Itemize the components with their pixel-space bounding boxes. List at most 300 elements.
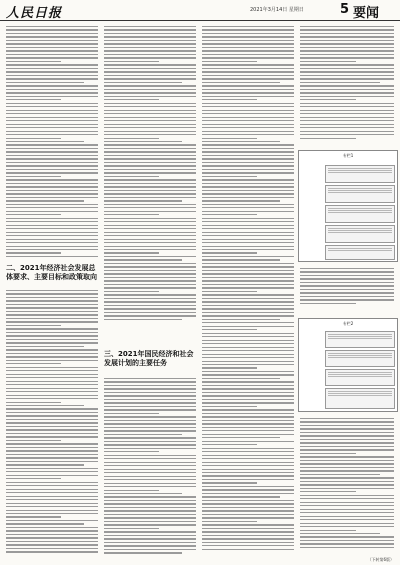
body-text-line (300, 99, 356, 100)
body-text-line (6, 200, 84, 201)
body-text-line (104, 141, 182, 142)
body-text-line (104, 469, 196, 470)
body-text-line (300, 432, 394, 433)
body-text-line (6, 377, 98, 378)
body-text-line (104, 71, 196, 72)
body-text-line (104, 183, 196, 184)
body-text-line (202, 47, 294, 48)
body-text-line (202, 33, 294, 34)
body-text-line (6, 510, 98, 511)
body-text-line (104, 68, 196, 69)
body-text-line (104, 493, 182, 494)
body-text-line (6, 186, 98, 187)
body-text-line (300, 516, 394, 517)
body-text-line (202, 120, 294, 121)
body-text-line (104, 239, 196, 240)
body-text-line (104, 312, 196, 313)
body-text-line (6, 293, 98, 294)
body-text-line (104, 479, 196, 480)
body-text-line (6, 57, 98, 58)
body-text-line (202, 441, 294, 442)
body-text-line (6, 478, 61, 479)
body-text-line (202, 545, 294, 546)
body-text-line (6, 339, 98, 340)
body-text-line (6, 471, 98, 472)
body-text-line (202, 517, 294, 518)
body-text-line (104, 106, 196, 107)
body-text-line (6, 29, 98, 30)
body-text-line (202, 374, 294, 375)
body-text-line (6, 454, 98, 455)
body-text-line (6, 99, 61, 100)
body-text-line (202, 179, 294, 180)
body-text-line (300, 278, 394, 279)
body-text-line (104, 113, 196, 114)
body-text-line (202, 75, 294, 76)
infographic-two (298, 318, 398, 412)
body-text-line (202, 388, 294, 389)
body-text-line (202, 204, 294, 205)
body-text-line (104, 54, 196, 55)
body-text-line (104, 510, 196, 511)
body-text-line (104, 388, 196, 389)
body-text-line (300, 547, 394, 548)
body-text-line (202, 416, 294, 417)
body-text-line (6, 179, 98, 180)
masthead (0, 0, 400, 21)
column-2-lower (104, 378, 196, 558)
body-text-line (104, 26, 196, 27)
body-text-line (202, 252, 257, 253)
body-text-line (6, 61, 61, 62)
body-text-line (202, 503, 294, 504)
body-text-line (300, 442, 394, 443)
body-text-line (202, 256, 294, 257)
body-text-line (6, 447, 98, 448)
body-text-line (300, 43, 394, 44)
body-text-line (300, 540, 394, 541)
body-text-line (104, 127, 196, 128)
section-name: 要闻 (353, 6, 380, 21)
body-text-line (202, 298, 294, 299)
body-text-line (6, 523, 84, 524)
body-text-line (104, 117, 196, 118)
body-text-line (104, 43, 196, 44)
body-text-line (6, 221, 98, 222)
body-text-line (202, 528, 294, 529)
body-text-line (104, 124, 196, 125)
body-text-line (300, 282, 394, 283)
body-text-line (202, 524, 294, 525)
body-text-line (6, 207, 98, 208)
body-text-line (104, 503, 196, 504)
body-text-line (104, 305, 196, 306)
body-text-line (6, 408, 98, 409)
body-text-line (300, 533, 380, 534)
body-text-line (6, 165, 98, 166)
body-text-line (300, 289, 394, 290)
body-text-line (202, 406, 257, 407)
body-text-line (300, 481, 394, 482)
body-text-line (6, 68, 98, 69)
body-text-line (6, 527, 98, 528)
body-text-line (202, 315, 294, 316)
body-text-line (202, 242, 294, 243)
body-text-line (6, 520, 98, 521)
body-text-line (202, 312, 294, 313)
body-text-line (6, 75, 98, 76)
body-text-line (104, 399, 196, 400)
body-text-line (202, 85, 294, 86)
body-text-line (202, 232, 294, 233)
body-text-line (104, 138, 159, 139)
column-4-bottom (300, 418, 394, 553)
body-text-line (202, 235, 294, 236)
body-text-line (202, 381, 294, 382)
body-text-line (6, 321, 98, 322)
body-text-line (104, 78, 196, 79)
column-4-middle (300, 268, 394, 308)
body-text-line (104, 392, 196, 393)
body-text-line (202, 322, 294, 323)
body-text-line (104, 437, 196, 438)
body-text-line (202, 521, 257, 522)
body-text-line (104, 103, 196, 104)
body-text-line (202, 542, 294, 543)
body-text-line (104, 517, 196, 518)
body-text-line (6, 412, 98, 413)
infographic-one-row (325, 205, 395, 223)
body-text-line (104, 298, 196, 299)
body-text-line (202, 462, 294, 463)
body-text-line (202, 148, 294, 149)
body-text-line (300, 131, 394, 132)
body-text-line (6, 436, 98, 437)
body-text-line (202, 165, 294, 166)
body-text-line (104, 524, 196, 525)
body-text-line (300, 26, 394, 27)
body-text-line (202, 434, 294, 435)
body-text-line (6, 85, 98, 86)
body-text-line (202, 319, 280, 320)
body-text-line (202, 57, 294, 58)
body-text-line (104, 204, 196, 205)
body-text-line (6, 402, 61, 403)
body-text-line (202, 36, 294, 37)
body-text-line (104, 402, 196, 403)
body-text-line (104, 144, 196, 145)
body-text-line (104, 413, 159, 414)
body-text-line (202, 228, 294, 229)
body-text-line (300, 68, 394, 69)
body-text-line (6, 242, 98, 243)
body-text-line (300, 467, 394, 468)
continued-note: （下转第6版） (367, 557, 394, 562)
body-text-line (104, 134, 196, 135)
body-text-line (6, 492, 98, 493)
body-text-line (104, 148, 196, 149)
body-text-line (300, 64, 394, 65)
body-text-line (104, 406, 196, 407)
body-text-line (300, 29, 394, 30)
body-text-line (202, 61, 257, 62)
body-text-line (300, 113, 394, 114)
body-text-line (104, 434, 182, 435)
body-text-line (202, 538, 294, 539)
body-text-line (202, 273, 294, 274)
column-4-top (300, 26, 394, 144)
body-text-line (202, 82, 280, 83)
body-text-line (6, 422, 98, 423)
body-text-line (202, 301, 294, 302)
body-text-line (202, 40, 294, 41)
body-text-line (300, 268, 394, 269)
body-text-line (202, 96, 294, 97)
body-text-line (202, 124, 294, 125)
body-text-line (300, 57, 394, 58)
body-text-line (300, 271, 394, 272)
body-text-line (104, 416, 196, 417)
body-text-line (6, 78, 98, 79)
body-text-line (104, 284, 196, 285)
body-text-line (202, 493, 294, 494)
body-text-line (104, 552, 182, 553)
body-text-line (202, 277, 294, 278)
body-text-line (202, 99, 257, 100)
body-text-line (104, 465, 196, 466)
body-text-line (6, 307, 98, 308)
body-text-line (6, 197, 98, 198)
body-text-line (300, 477, 394, 478)
body-text-line (300, 36, 394, 37)
body-text-line (202, 371, 294, 372)
body-text-line (104, 249, 196, 250)
body-text-line (202, 266, 294, 267)
body-text-line (6, 36, 98, 37)
body-text-line (104, 528, 159, 529)
body-text-line (6, 134, 98, 135)
body-text-line (6, 360, 98, 361)
body-text-line (202, 347, 294, 348)
body-text-line (300, 110, 394, 111)
body-text-line (300, 488, 394, 489)
body-text-line (6, 193, 98, 194)
column-1-lower (6, 290, 98, 558)
body-text-line (104, 228, 196, 229)
body-text-line (6, 169, 98, 170)
body-text-line (6, 211, 98, 212)
body-text-line (202, 451, 294, 452)
body-text-line (6, 384, 98, 385)
body-text-line (104, 214, 159, 215)
body-text-line (202, 361, 294, 362)
body-text-line (202, 218, 294, 219)
body-text-line (300, 75, 394, 76)
body-text-line (6, 485, 98, 486)
body-text-line (300, 120, 394, 121)
body-text-line (300, 117, 394, 118)
body-text-line (202, 110, 294, 111)
body-text-line (202, 134, 294, 135)
body-text-line (202, 284, 294, 285)
body-text-line (202, 113, 294, 114)
body-text-line (202, 489, 294, 490)
body-text-line (6, 120, 98, 121)
body-text-line (202, 64, 294, 65)
body-text-line (104, 165, 196, 166)
body-text-line (6, 218, 98, 219)
body-text-line (6, 249, 98, 250)
body-text-line (6, 106, 98, 107)
body-text-line (202, 263, 294, 264)
body-text-line (202, 430, 294, 431)
body-text-line (202, 26, 294, 27)
infographic-one (298, 150, 398, 262)
body-text-line (104, 218, 196, 219)
body-text-line (300, 78, 394, 79)
body-text-line (202, 385, 294, 386)
body-text-line (300, 484, 394, 485)
body-text-line (104, 287, 196, 288)
body-text-line (6, 405, 84, 406)
body-text-line (104, 242, 196, 243)
body-text-line (104, 96, 196, 97)
body-text-line (104, 455, 196, 456)
infographic-two-row (325, 388, 395, 409)
body-text-line (6, 144, 98, 145)
body-text-line (104, 378, 196, 379)
body-text-line (104, 542, 196, 543)
body-text-line (300, 82, 380, 83)
body-text-line (6, 64, 98, 65)
body-text-line (202, 183, 294, 184)
body-text-line (6, 311, 98, 312)
body-text-line (6, 214, 61, 215)
body-text-line (6, 363, 61, 364)
body-text-line (202, 507, 294, 508)
body-text-line (104, 158, 196, 159)
body-text-line (104, 221, 196, 222)
body-text-line (104, 395, 196, 396)
column-1 (6, 26, 98, 261)
body-text-line (104, 47, 196, 48)
body-text-line (300, 138, 356, 139)
body-text-line (300, 449, 394, 450)
body-text-line (104, 110, 196, 111)
body-text-line (6, 461, 98, 462)
body-text-line (104, 458, 196, 459)
body-text-line (202, 158, 294, 159)
body-text-line (202, 50, 294, 51)
body-text-line (202, 291, 257, 292)
body-text-line (202, 131, 294, 132)
body-text-line (6, 40, 98, 41)
body-text-line (104, 155, 196, 156)
body-text-line (202, 162, 294, 163)
body-text-line (6, 398, 98, 399)
body-text-line (300, 526, 394, 527)
body-text-line (300, 61, 356, 62)
body-text-line (104, 252, 159, 253)
body-text-line (202, 514, 294, 515)
body-text-line (104, 507, 196, 508)
body-text-line (300, 495, 394, 496)
body-text-line (104, 430, 196, 431)
body-text-line (300, 446, 394, 447)
body-text-line (300, 134, 394, 135)
body-text-line (6, 110, 98, 111)
body-text-line (202, 246, 294, 247)
body-text-line (300, 89, 394, 90)
body-text-line (6, 551, 98, 552)
body-text-line (202, 444, 257, 445)
body-text-line (202, 340, 294, 341)
body-text-line (104, 40, 196, 41)
body-text-line (104, 200, 182, 201)
body-text-line (6, 342, 98, 343)
body-text-line (6, 506, 98, 507)
body-text-line (6, 530, 98, 531)
page-number: 5 (340, 2, 350, 17)
body-text-line (104, 385, 196, 386)
body-text-line (104, 33, 196, 34)
body-text-line (202, 535, 294, 536)
body-text-line (6, 318, 98, 319)
body-text-line (202, 305, 294, 306)
body-text-line (104, 549, 196, 550)
body-text-line (202, 186, 294, 187)
body-text-line (202, 465, 294, 466)
section-two-heading: 二、2021年经济社会发展总体要求、主要目标和政策取向 (6, 264, 97, 281)
body-text-line (6, 138, 61, 139)
body-text-line (6, 92, 98, 93)
body-text-line (300, 435, 394, 436)
body-text-line (6, 239, 98, 240)
body-text-line (104, 308, 196, 309)
body-text-line (6, 541, 98, 542)
body-text-line (104, 92, 196, 93)
body-text-line (104, 61, 159, 62)
body-text-line (104, 82, 182, 83)
body-text-line (300, 421, 394, 422)
body-text-line (6, 429, 98, 430)
body-text-line (104, 535, 196, 536)
body-text-line (202, 259, 280, 260)
body-text-line (202, 270, 294, 271)
body-text-line (6, 54, 98, 55)
body-text-line (202, 395, 294, 396)
body-text-line (202, 176, 257, 177)
body-text-line (104, 500, 196, 501)
body-text-line (6, 183, 98, 184)
body-text-line (300, 491, 356, 492)
body-text-line (6, 246, 98, 247)
body-text-line (104, 315, 196, 316)
body-text-line (104, 448, 196, 449)
body-text-line (300, 505, 394, 506)
body-text-line (202, 214, 257, 215)
body-text-line (104, 57, 196, 58)
body-text-line (202, 106, 294, 107)
body-text-line (6, 89, 98, 90)
body-text-line (300, 509, 394, 510)
body-text-line (104, 301, 196, 302)
body-text-line (300, 124, 394, 125)
body-text-line (6, 503, 98, 504)
body-text-line (6, 96, 98, 97)
issue-date: 2021年3月14日 星期日 (250, 7, 304, 13)
body-text-line (104, 490, 159, 491)
